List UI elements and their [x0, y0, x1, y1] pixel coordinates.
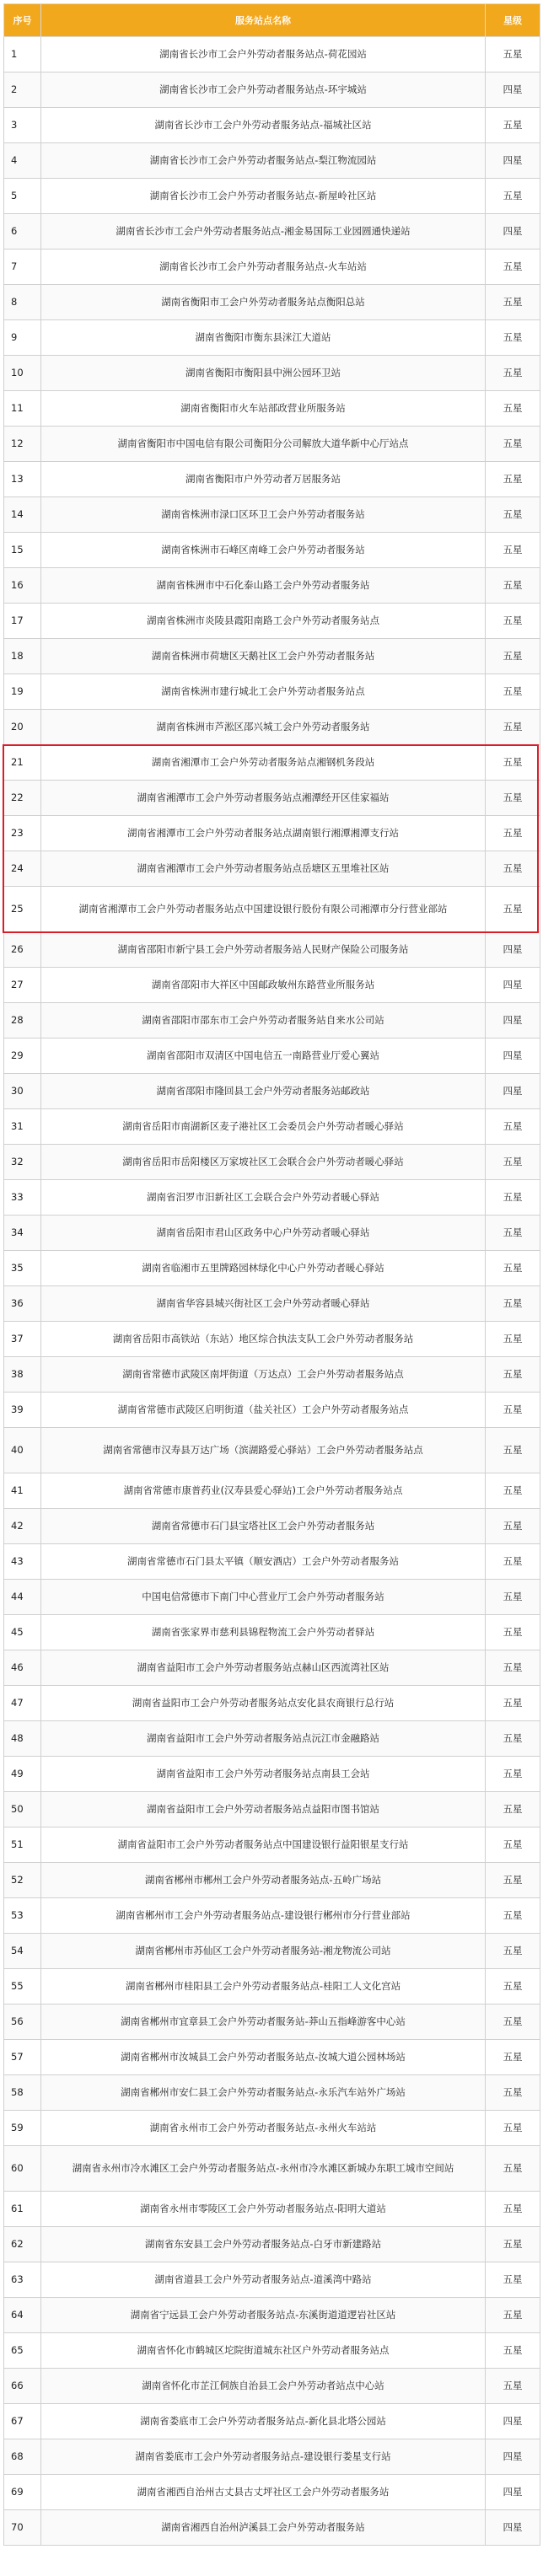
station-name: 湖南省郴州市苏仙区工会户外劳动者服务站-湘龙物流公司站	[41, 1934, 486, 1969]
row-number: 59	[4, 2111, 41, 2146]
table-row	[4, 1898, 540, 1934]
station-name: 湖南省常德市汉寿县万达广场（滨湖路爱心驿站）工会户外劳动者服务站点	[41, 1428, 486, 1473]
station-name: 湖南省邵阳市隆回县工会户外劳动者服务站邮政站	[41, 1074, 486, 1109]
row-number: 31	[4, 1109, 41, 1145]
table-row	[4, 2439, 540, 2475]
row-number: 15	[4, 533, 41, 568]
station-name: 湖南省张家界市慈利县锦程物流工会户外劳动者驿站	[41, 1615, 486, 1650]
station-name: 湖南省永州市零陵区工会户外劳动者服务站点-阳明大道站	[41, 2192, 486, 2227]
table-row	[4, 1038, 540, 1074]
table-row	[4, 2369, 540, 2404]
table-row	[4, 1934, 540, 1969]
station-name: 湖南省常德市武陵区南坪街道（万达点）工会户外劳动者服务站点	[41, 1357, 486, 1393]
row-number: 40	[4, 1428, 41, 1473]
station-name: 湖南省湘潭市工会户外劳动者服务站点湘钢机务段站	[41, 745, 486, 781]
row-number: 10	[4, 356, 41, 391]
station-name: 湖南省益阳市工会户外劳动者服务站点沅江市金融路站	[41, 1721, 486, 1757]
table-header-row	[4, 4, 540, 37]
station-table-container	[3, 3, 540, 2546]
table-row	[4, 2040, 540, 2075]
station-name: 湖南省郴州市安仁县工会户外劳动者服务站点-永乐汽车站外广场站	[41, 2075, 486, 2111]
star-rating: 五星	[486, 356, 540, 391]
row-number: 65	[4, 2333, 41, 2369]
star-rating: 五星	[486, 391, 540, 427]
row-number: 64	[4, 2298, 41, 2333]
station-name: 湖南省长沙市工会户外劳动者服务站点-梨江物流园站	[41, 143, 486, 179]
star-rating: 四星	[486, 1038, 540, 1074]
row-number: 63	[4, 2262, 41, 2298]
row-number: 1	[4, 37, 41, 72]
star-rating: 五星	[486, 1509, 540, 1544]
station-name: 湖南省湘西自治州古丈县古丈坪社区工会户外劳动者服务站	[41, 2475, 486, 2510]
table-row	[4, 427, 540, 462]
row-number: 22	[4, 781, 41, 816]
station-name: 湖南省益阳市工会户外劳动者服务站点安化县农商银行总行站	[41, 1686, 486, 1721]
station-name: 湖南省常德市康普药业(汉寿县爱心驿站)工会户外劳动者服务站点	[41, 1473, 486, 1509]
station-name: 湖南省湘潭市工会户外劳动者服务站点中国建设银行股份有限公司湘潭市分行营业部站	[41, 887, 486, 932]
star-rating: 五星	[486, 1580, 540, 1615]
table-row	[4, 2192, 540, 2227]
row-number: 35	[4, 1251, 41, 1286]
station-name: 湖南省衡阳市衡阳县中洲公园环卫站	[41, 356, 486, 391]
table-row	[4, 1003, 540, 1038]
star-rating: 五星	[486, 781, 540, 816]
station-name: 湖南省益阳市工会户外劳动者服务站点中国建设银行益阳银星支行站	[41, 1827, 486, 1863]
row-number: 29	[4, 1038, 41, 1074]
table-row	[4, 2111, 540, 2146]
table-row	[4, 214, 540, 250]
row-number: 23	[4, 816, 41, 851]
table-row	[4, 2404, 540, 2439]
station-name: 湖南省道县工会户外劳动者服务站点-道溪湾中路站	[41, 2262, 486, 2298]
station-name: 湖南省株洲市石峰区南峰工会户外劳动者服务站	[41, 533, 486, 568]
table-row	[4, 285, 540, 320]
table-row	[4, 1827, 540, 1863]
star-rating: 五星	[486, 320, 540, 356]
station-name: 湖南省怀化市芷江侗族自治县工会户外劳动者站点中心站	[41, 2369, 486, 2404]
row-number: 61	[4, 2192, 41, 2227]
station-name: 湖南省益阳市工会户外劳动者服务站点益阳市图书馆站	[41, 1792, 486, 1827]
table-row	[4, 143, 540, 179]
star-rating: 四星	[486, 2510, 540, 2546]
table-row	[4, 1393, 540, 1428]
star-rating: 五星	[486, 37, 540, 72]
row-number: 50	[4, 1792, 41, 1827]
column-header-star: 星级	[486, 4, 540, 37]
star-rating: 五星	[486, 1686, 540, 1721]
station-name: 湖南省衡阳市衡东县洣江大道站	[41, 320, 486, 356]
star-rating: 五星	[486, 1180, 540, 1216]
table-row	[4, 851, 540, 887]
star-rating: 五星	[486, 1109, 540, 1145]
column-header-name: 服务站点名称	[41, 4, 486, 37]
station-name: 湖南省株洲市芦淞区邵兴城工会户外劳动者服务站	[41, 710, 486, 745]
table-row	[4, 1286, 540, 1322]
star-rating: 五星	[486, 1145, 540, 1180]
star-rating: 五星	[486, 2192, 540, 2227]
table-row	[4, 1251, 540, 1286]
star-rating: 五星	[486, 568, 540, 604]
star-rating: 五星	[486, 2146, 540, 2192]
row-number: 21	[4, 745, 41, 781]
star-rating: 五星	[486, 816, 540, 851]
table-row	[4, 1650, 540, 1686]
row-number: 16	[4, 568, 41, 604]
table-row	[4, 2075, 540, 2111]
row-number: 41	[4, 1473, 41, 1509]
station-name: 湖南省衡阳市工会户外劳动者服务站点衡阳总站	[41, 285, 486, 320]
row-number: 9	[4, 320, 41, 356]
row-number: 25	[4, 887, 41, 932]
row-number: 32	[4, 1145, 41, 1180]
row-number: 18	[4, 639, 41, 674]
star-rating: 五星	[486, 1428, 540, 1473]
row-number: 57	[4, 2040, 41, 2075]
station-name: 湖南省邵阳市双清区中国电信五一南路营业厅爱心翼站	[41, 1038, 486, 1074]
table-row	[4, 568, 540, 604]
star-rating: 四星	[486, 1074, 540, 1109]
station-name: 湖南省娄底市工会户外劳动者服务站点-新化县北塔公园站	[41, 2404, 486, 2439]
station-name: 湖南省益阳市工会户外劳动者服务站点赫山区西流湾社区站	[41, 1650, 486, 1686]
row-number: 52	[4, 1863, 41, 1898]
star-rating: 五星	[486, 1322, 540, 1357]
star-rating: 四星	[486, 72, 540, 108]
table-row	[4, 1757, 540, 1792]
table-row	[4, 1145, 540, 1180]
table-row	[4, 1428, 540, 1473]
station-name: 湖南省株洲市中石化泰山路工会户外劳动者服务站	[41, 568, 486, 604]
table-row	[4, 639, 540, 674]
star-rating: 四星	[486, 968, 540, 1003]
row-number: 33	[4, 1180, 41, 1216]
table-row	[4, 37, 540, 72]
station-name: 湖南省株洲市炎陵县霞阳南路工会户外劳动者服务站点	[41, 604, 486, 639]
table-row	[4, 1473, 540, 1509]
table-row	[4, 2004, 540, 2040]
star-rating: 五星	[486, 2298, 540, 2333]
station-name: 湖南省岳阳市岳阳楼区万家坡社区工会联合会户外劳动者暖心驿站	[41, 1145, 486, 1180]
row-number: 51	[4, 1827, 41, 1863]
star-rating: 五星	[486, 1757, 540, 1792]
row-number: 24	[4, 851, 41, 887]
table-row	[4, 1969, 540, 2004]
table-row	[4, 1721, 540, 1757]
table-row	[4, 1509, 540, 1544]
star-rating: 五星	[486, 2262, 540, 2298]
row-number: 3	[4, 108, 41, 143]
star-rating: 五星	[486, 710, 540, 745]
star-rating: 五星	[486, 2004, 540, 2040]
table-row	[4, 604, 540, 639]
station-name: 中国电信常德市下南门中心营业厅工会户外劳动者服务站	[41, 1580, 486, 1615]
table-row	[4, 1357, 540, 1393]
row-number: 13	[4, 462, 41, 497]
row-number: 38	[4, 1357, 41, 1393]
station-name: 湖南省华容县城兴街社区工会户外劳动者暖心驿站	[41, 1286, 486, 1322]
table-body	[4, 37, 540, 2546]
station-name: 湖南省长沙市工会户外劳动者服务站点-福城社区站	[41, 108, 486, 143]
table-row	[4, 1074, 540, 1109]
station-name: 湖南省湘西自治州泸溪县工会户外劳动者服务站	[41, 2510, 486, 2546]
station-table	[3, 3, 540, 2546]
star-rating: 五星	[486, 1863, 540, 1898]
star-rating: 五星	[486, 1251, 540, 1286]
row-number: 12	[4, 427, 41, 462]
row-number: 62	[4, 2227, 41, 2262]
row-number: 36	[4, 1286, 41, 1322]
row-number: 4	[4, 143, 41, 179]
row-number: 14	[4, 497, 41, 533]
table-row	[4, 2262, 540, 2298]
star-rating: 四星	[486, 932, 540, 968]
table-row	[4, 2510, 540, 2546]
star-rating: 五星	[486, 1827, 540, 1863]
star-rating: 四星	[486, 2404, 540, 2439]
station-name: 湖南省衡阳市火车站部政营业所服务站	[41, 391, 486, 427]
station-name: 湖南省邵阳市邵东市工会户外劳动者服务站自来水公司站	[41, 1003, 486, 1038]
row-number: 28	[4, 1003, 41, 1038]
row-number: 30	[4, 1074, 41, 1109]
row-number: 68	[4, 2439, 41, 2475]
row-number: 20	[4, 710, 41, 745]
star-rating: 五星	[486, 427, 540, 462]
row-number: 69	[4, 2475, 41, 2510]
table-row	[4, 391, 540, 427]
star-rating: 五星	[486, 1473, 540, 1509]
station-name: 湖南省郴州市宜章县工会户外劳动者服务站-莽山五指峰游客中心站	[41, 2004, 486, 2040]
row-number: 2	[4, 72, 41, 108]
station-name: 湖南省长沙市工会户外劳动者服务站点-火车站站	[41, 250, 486, 285]
station-name: 湖南省邵阳市大祥区中国邮政敏州东路营业所服务站	[41, 968, 486, 1003]
star-rating: 五星	[486, 108, 540, 143]
row-number: 45	[4, 1615, 41, 1650]
station-name: 湖南省长沙市工会户外劳动者服务站点-新屋岭社区站	[41, 179, 486, 214]
star-rating: 五星	[486, 1544, 540, 1580]
table-row	[4, 1863, 540, 1898]
star-rating: 五星	[486, 533, 540, 568]
table-row	[4, 1686, 540, 1721]
table-row	[4, 710, 540, 745]
star-rating: 四星	[486, 214, 540, 250]
table-row	[4, 1180, 540, 1216]
station-name: 湖南省郴州市郴州工会户外劳动者服务站点-五岭广场站	[41, 1863, 486, 1898]
table-row	[4, 674, 540, 710]
station-name: 湖南省长沙市工会户外劳动者服务站点-环宇城站	[41, 72, 486, 108]
station-name: 湖南省岳阳市高铁站（东站）地区综合执法支队工会户外劳动者服务站	[41, 1322, 486, 1357]
star-rating: 五星	[486, 179, 540, 214]
station-name: 湖南省汨罗市汨新社区工会联合会户外劳动者暖心驿站	[41, 1180, 486, 1216]
star-rating: 五星	[486, 462, 540, 497]
row-number: 60	[4, 2146, 41, 2192]
station-name: 湖南省常德市石门县太平镇（顺安酒店）工会户外劳动者服务站	[41, 1544, 486, 1580]
star-rating: 五星	[486, 887, 540, 932]
station-name: 湖南省常德市武陵区启明街道（盐关社区）工会户外劳动者服务站点	[41, 1393, 486, 1428]
table-row	[4, 356, 540, 391]
station-name: 湖南省湘潭市工会户外劳动者服务站点岳塘区五里堆社区站	[41, 851, 486, 887]
row-number: 19	[4, 674, 41, 710]
row-number: 46	[4, 1650, 41, 1686]
row-number: 44	[4, 1580, 41, 1615]
table-row	[4, 497, 540, 533]
star-rating: 五星	[486, 851, 540, 887]
star-rating: 五星	[486, 1650, 540, 1686]
station-name: 湖南省邵阳市新宁县工会户外劳动者服务站人民财产保险公司服务站	[41, 932, 486, 968]
star-rating: 五星	[486, 1286, 540, 1322]
row-number: 67	[4, 2404, 41, 2439]
table-row	[4, 72, 540, 108]
table-row	[4, 887, 540, 932]
table-row	[4, 1216, 540, 1251]
star-rating: 五星	[486, 2111, 540, 2146]
station-name: 湖南省衡阳市中国电信有限公司衡阳分公司解放大道华新中心厅站点	[41, 427, 486, 462]
station-name: 湖南省郴州市工会户外劳动者服务站点-建设银行郴州市分行营业部站	[41, 1898, 486, 1934]
station-name: 湖南省永州市工会户外劳动者服务站点-永州火车站站	[41, 2111, 486, 2146]
table-row	[4, 533, 540, 568]
station-name: 湖南省岳阳市南湖新区麦子港社区工会委员会户外劳动者暖心驿站	[41, 1109, 486, 1145]
station-name: 湖南省株洲市荷塘区天鹅社区工会户外劳动者服务站	[41, 639, 486, 674]
star-rating: 五星	[486, 1934, 540, 1969]
star-rating: 五星	[486, 674, 540, 710]
star-rating: 五星	[486, 497, 540, 533]
row-number: 48	[4, 1721, 41, 1757]
station-name: 湖南省长沙市工会户外劳动者服务站点-湘金易国际工业园圆通快递站	[41, 214, 486, 250]
table-row	[4, 250, 540, 285]
table-row	[4, 1615, 540, 1650]
table-row	[4, 781, 540, 816]
table-row	[4, 1580, 540, 1615]
row-number: 7	[4, 250, 41, 285]
station-name: 湖南省郴州市桂阳县工会户外劳动者服务站点-桂阳工人文化宫站	[41, 1969, 486, 2004]
star-rating: 五星	[486, 2040, 540, 2075]
station-name: 湖南省东安县工会户外劳动者服务站点-白牙市新建路站	[41, 2227, 486, 2262]
station-name: 湖南省娄底市工会户外劳动者服务站点-建设银行娄星支行站	[41, 2439, 486, 2475]
star-rating: 四星	[486, 143, 540, 179]
star-rating: 五星	[486, 2333, 540, 2369]
table-row	[4, 179, 540, 214]
star-rating: 五星	[486, 2227, 540, 2262]
row-number: 70	[4, 2510, 41, 2546]
star-rating: 五星	[486, 745, 540, 781]
star-rating: 五星	[486, 1969, 540, 2004]
station-name: 湖南省岳阳市君山区政务中心户外劳动者暖心驿站	[41, 1216, 486, 1251]
table-row	[4, 2227, 540, 2262]
row-number: 11	[4, 391, 41, 427]
star-rating: 四星	[486, 2475, 540, 2510]
station-name: 湖南省湘潭市工会户外劳动者服务站点湘潭经开区佳家福站	[41, 781, 486, 816]
station-name: 湖南省湘潭市工会户外劳动者服务站点湖南银行湘潭湘潭支行站	[41, 816, 486, 851]
row-number: 5	[4, 179, 41, 214]
row-number: 49	[4, 1757, 41, 1792]
row-number: 6	[4, 214, 41, 250]
station-name: 湖南省临湘市五里牌路园林绿化中心户外劳动者暖心驿站	[41, 1251, 486, 1286]
star-rating: 五星	[486, 2075, 540, 2111]
station-name: 湖南省衡阳市户外劳动者万居服务站	[41, 462, 486, 497]
table-row	[4, 1322, 540, 1357]
table-row	[4, 1544, 540, 1580]
column-header-no: 序号	[4, 4, 41, 37]
station-name: 湖南省长沙市工会户外劳动者服务站点-荷花园站	[41, 37, 486, 72]
row-number: 37	[4, 1322, 41, 1357]
row-number: 54	[4, 1934, 41, 1969]
table-row	[4, 108, 540, 143]
station-name: 湖南省株洲市建行城北工会户外劳动者服务站点	[41, 674, 486, 710]
table-row	[4, 968, 540, 1003]
star-rating: 五星	[486, 1792, 540, 1827]
star-rating: 五星	[486, 639, 540, 674]
row-number: 8	[4, 285, 41, 320]
row-number: 34	[4, 1216, 41, 1251]
row-number: 55	[4, 1969, 41, 2004]
star-rating: 四星	[486, 1003, 540, 1038]
star-rating: 五星	[486, 285, 540, 320]
star-rating: 五星	[486, 1721, 540, 1757]
star-rating: 五星	[486, 1393, 540, 1428]
table-row	[4, 2298, 540, 2333]
row-number: 43	[4, 1544, 41, 1580]
table-row	[4, 1792, 540, 1827]
row-number: 47	[4, 1686, 41, 1721]
station-name: 湖南省郴州市汝城县工会户外劳动者服务站点-汝城大道公园林场站	[41, 2040, 486, 2075]
station-name: 湖南省怀化市鹤城区坨院街道城东社区户外劳动者服务站点	[41, 2333, 486, 2369]
row-number: 39	[4, 1393, 41, 1428]
row-number: 42	[4, 1509, 41, 1544]
table-row	[4, 2333, 540, 2369]
star-rating: 五星	[486, 250, 540, 285]
star-rating: 五星	[486, 2369, 540, 2404]
station-name: 湖南省常德市石门县宝塔社区工会户外劳动者服务站	[41, 1509, 486, 1544]
star-rating: 五星	[486, 1615, 540, 1650]
row-number: 58	[4, 2075, 41, 2111]
row-number: 56	[4, 2004, 41, 2040]
table-row	[4, 745, 540, 781]
station-name: 湖南省株洲市渌口区环卫工会户外劳动者服务站	[41, 497, 486, 533]
table-row	[4, 2146, 540, 2192]
star-rating: 五星	[486, 604, 540, 639]
table-row	[4, 816, 540, 851]
station-name: 湖南省益阳市工会户外劳动者服务站点南县工会站	[41, 1757, 486, 1792]
row-number: 53	[4, 1898, 41, 1934]
table-row	[4, 932, 540, 968]
row-number: 27	[4, 968, 41, 1003]
row-number: 26	[4, 932, 41, 968]
star-rating: 五星	[486, 1898, 540, 1934]
station-name: 湖南省宁远县工会户外劳动者服务站点-东溪街道道逻岩社区站	[41, 2298, 486, 2333]
table-row	[4, 320, 540, 356]
table-row	[4, 462, 540, 497]
star-rating: 四星	[486, 2439, 540, 2475]
row-number: 66	[4, 2369, 41, 2404]
row-number: 17	[4, 604, 41, 639]
table-row	[4, 2475, 540, 2510]
table-row	[4, 1109, 540, 1145]
star-rating: 五星	[486, 1216, 540, 1251]
star-rating: 五星	[486, 1357, 540, 1393]
station-name: 湖南省永州市冷水滩区工会户外劳动者服务站点-永州市冷水滩区新城办东职工城市空间站	[41, 2146, 486, 2192]
